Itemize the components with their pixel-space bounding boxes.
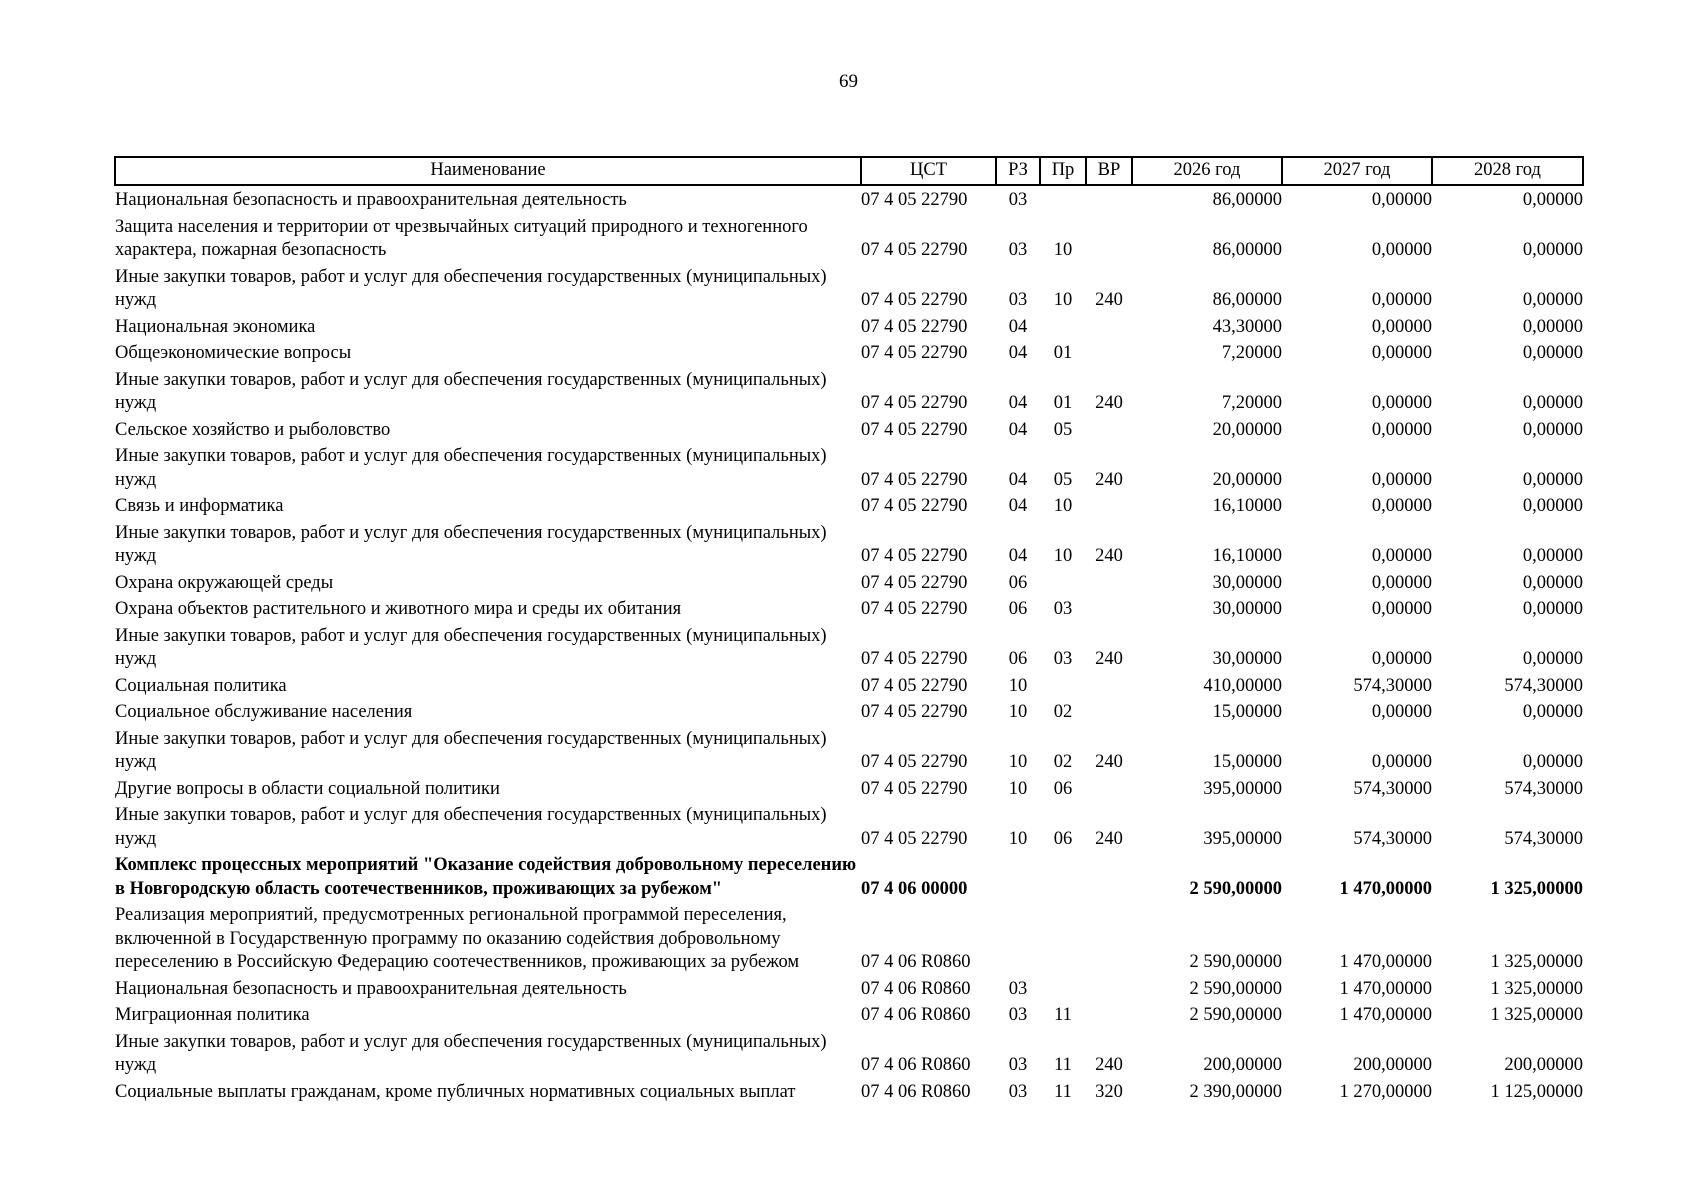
cell-2027: 1 470,00000 [1339, 878, 1432, 899]
cell-2026: 2 590,00000 [1189, 978, 1282, 999]
cell-2028: 574,30000 [1504, 675, 1583, 696]
cell-cst: 07 4 05 22790 [861, 702, 968, 722]
cell-rz: 04 [1008, 496, 1028, 516]
cell-cst: 07 4 05 22790 [861, 546, 968, 566]
cell-vr [1086, 416, 1132, 443]
cell-rz: 04 [1008, 393, 1028, 413]
table-row [115, 442, 1583, 492]
table-row [115, 263, 1583, 313]
header-2027: 2027 год [1282, 157, 1432, 185]
cell-2028: 0,00000 [1522, 469, 1583, 490]
cell-name: Общеэкономические вопросы [115, 343, 352, 363]
cell-2028: 1 325,00000 [1490, 978, 1583, 999]
cell-2028: 1 325,00000 [1490, 878, 1583, 899]
cell-2027: 0,00000 [1371, 343, 1432, 363]
cell-2028: 1 125,00000 [1490, 1081, 1583, 1102]
cell-cst: 07 4 05 22790 [861, 190, 968, 210]
cell-vr [1086, 569, 1132, 596]
cell-2028: 574,30000 [1504, 778, 1583, 799]
cell-name: Иные закупки товаров, работ и услуг для обеспечения государственных (муниципальных) нужд [115, 522, 827, 566]
table-row [115, 339, 1583, 366]
cell-rz: 03 [1008, 1055, 1028, 1075]
cell-2026: 2 390,00000 [1189, 1081, 1282, 1102]
cell-cst: 07 4 05 22790 [861, 419, 968, 440]
cell-cst: 07 4 06 R0860 [861, 1055, 971, 1075]
cell-2028: 1 325,00000 [1490, 952, 1583, 972]
cell-rz: 04 [1008, 343, 1028, 363]
cell-2026: 86,00000 [1212, 290, 1282, 310]
cell-2028: 0,00000 [1522, 419, 1583, 440]
cell-rz: 03 [1008, 1081, 1028, 1102]
cell-rz: 10 [1008, 702, 1028, 722]
cell-rz: 04 [1008, 469, 1028, 490]
cell-2027: 1 470,00000 [1339, 1005, 1432, 1025]
cell-rz: 06 [1008, 599, 1028, 619]
cell-name: Социальная политика [115, 675, 287, 696]
table-row [115, 1001, 1583, 1028]
cell-2026: 86,00000 [1212, 240, 1282, 260]
budget-table [114, 156, 1584, 1104]
cell-2028: 0,00000 [1522, 649, 1583, 669]
header-2028: 2028 год [1432, 157, 1583, 185]
cell-rz [996, 851, 1040, 901]
cell-name: Иные закупки товаров, работ и услуг для обеспечения государственных (муниципальных) нужд [115, 369, 827, 413]
cell-rz: 06 [1008, 572, 1028, 593]
cell-2028: 0,00000 [1522, 599, 1583, 619]
cell-name: Другие вопросы в области социальной политики [115, 778, 500, 799]
cell-2027: 0,00000 [1371, 572, 1432, 593]
cell-2026: 30,00000 [1212, 649, 1282, 669]
cell-2027: 0,00000 [1371, 752, 1432, 772]
cell-2026: 200,00000 [1203, 1055, 1282, 1075]
cell-2027: 1 270,00000 [1339, 1081, 1432, 1102]
cell-pr: 06 [1053, 778, 1073, 799]
table-row [115, 775, 1583, 802]
cell-2028: 0,00000 [1522, 702, 1583, 722]
cell-2026: 7,20000 [1221, 393, 1282, 413]
table-row [115, 313, 1583, 340]
cell-pr: 10 [1053, 290, 1073, 310]
cell-pr: 06 [1053, 828, 1073, 849]
cell-2027: 574,30000 [1353, 675, 1432, 696]
cell-2028: 0,00000 [1522, 572, 1583, 593]
cell-vr [1086, 595, 1132, 622]
cell-vr: 240 [1095, 546, 1123, 566]
cell-pr [1040, 313, 1086, 340]
cell-cst: 07 4 05 22790 [861, 393, 968, 413]
table-row [115, 569, 1583, 596]
cell-2027: 0,00000 [1371, 496, 1432, 516]
cell-vr [1086, 975, 1132, 1002]
table-header-row [115, 157, 1583, 185]
cell-pr: 01 [1053, 393, 1073, 413]
cell-name: Иные закупки товаров, работ и услуг для обеспечения государственных (муниципальных) нужд [115, 446, 827, 490]
cell-rz: 06 [1008, 649, 1028, 669]
cell-2026: 2 590,00000 [1189, 878, 1282, 899]
cell-name: Социальное обслуживание населения [115, 702, 413, 722]
cell-pr [1040, 672, 1086, 699]
cell-rz: 03 [1008, 978, 1028, 999]
cell-pr: 03 [1053, 649, 1073, 669]
table-row [115, 901, 1583, 975]
header-rz: РЗ [996, 157, 1040, 185]
cell-2028: 0,00000 [1522, 546, 1583, 566]
cell-name: Иные закупки товаров, работ и услуг для обеспечения государственных (муниципальных) нужд [115, 805, 827, 849]
table-row [115, 698, 1583, 725]
cell-2027: 574,30000 [1353, 828, 1432, 849]
cell-2026: 30,00000 [1212, 572, 1282, 593]
cell-pr: 01 [1053, 343, 1073, 363]
cell-vr [1086, 185, 1132, 213]
cell-name: Национальная безопасность и правоохранительная деятельность [115, 978, 627, 999]
cell-pr: 10 [1053, 240, 1073, 260]
cell-2027: 0,00000 [1371, 240, 1432, 260]
cell-2026: 2 590,00000 [1189, 952, 1282, 972]
table-row [115, 519, 1583, 569]
cell-vr: 240 [1095, 393, 1123, 413]
cell-pr: 10 [1053, 546, 1073, 566]
cell-2027: 200,00000 [1353, 1055, 1432, 1075]
cell-name: Иные закупки товаров, работ и услуг для обеспечения государственных (муниципальных) нужд [115, 728, 827, 772]
cell-2028: 0,00000 [1522, 290, 1583, 310]
cell-2028: 574,30000 [1504, 828, 1583, 849]
cell-name: Национальная безопасность и правоохранительная деятельность [115, 190, 627, 210]
cell-rz: 03 [1008, 240, 1028, 260]
cell-2028: 0,00000 [1522, 343, 1583, 363]
table-row [115, 672, 1583, 699]
cell-2026: 15,00000 [1212, 752, 1282, 772]
cell-name: Комплекс процессных мероприятий "Оказание содействия добровольному переселению в Новгородскую область соотечественников, проживающих за рубежом" [115, 855, 857, 899]
cell-vr [1086, 339, 1132, 366]
cell-2026: 395,00000 [1203, 828, 1282, 849]
table-row [115, 725, 1583, 775]
cell-2027: 0,00000 [1371, 419, 1432, 440]
cell-cst: 07 4 06 R0860 [861, 1081, 971, 1102]
cell-cst: 07 4 06 R0860 [861, 978, 971, 999]
cell-name: Охрана окружающей среды [115, 572, 334, 593]
cell-vr: 240 [1095, 469, 1123, 490]
cell-name: Иные закупки товаров, работ и услуг для обеспечения государственных (муниципальных) нужд [115, 625, 827, 669]
cell-2026: 16,10000 [1212, 496, 1282, 516]
cell-2027: 0,00000 [1371, 649, 1432, 669]
cell-pr: 05 [1053, 469, 1073, 490]
table-row [115, 595, 1583, 622]
cell-pr: 03 [1053, 599, 1073, 619]
cell-2027: 0,00000 [1371, 469, 1432, 490]
cell-pr: 10 [1053, 496, 1073, 516]
cell-2026: 395,00000 [1203, 778, 1282, 799]
cell-2027: 1 470,00000 [1339, 952, 1432, 972]
cell-vr [1086, 775, 1132, 802]
cell-2026: 20,00000 [1212, 419, 1282, 440]
cell-cst: 07 4 06 00000 [861, 878, 968, 899]
table-row [115, 1028, 1583, 1078]
table-row [115, 366, 1583, 416]
table-body [115, 185, 1583, 1104]
cell-2028: 0,00000 [1522, 240, 1583, 260]
cell-name: Защита населения и территории от чрезвычайных ситуаций природного и техногенного характера, пожарная безопасность [115, 216, 808, 260]
cell-2026: 86,00000 [1212, 190, 1282, 210]
cell-cst: 07 4 05 22790 [861, 828, 968, 849]
cell-2027: 0,00000 [1371, 546, 1432, 566]
cell-vr [1086, 698, 1132, 725]
cell-pr: 02 [1053, 702, 1073, 722]
cell-vr [1086, 313, 1132, 340]
cell-vr [1086, 1001, 1132, 1028]
cell-2028: 0,00000 [1522, 752, 1583, 772]
table-row [115, 213, 1583, 263]
cell-vr [1086, 213, 1132, 263]
cell-2028: 200,00000 [1504, 1055, 1583, 1075]
table-row [115, 1078, 1583, 1105]
cell-name: Сельское хозяйство и рыболовство [115, 419, 391, 440]
header-pr: Пр [1040, 157, 1086, 185]
cell-2028: 0,00000 [1522, 393, 1583, 413]
cell-cst: 07 4 05 22790 [861, 778, 968, 799]
cell-cst: 07 4 05 22790 [861, 496, 968, 516]
header-vr: ВР [1086, 157, 1132, 185]
cell-2026: 15,00000 [1212, 702, 1282, 722]
cell-cst: 07 4 05 22790 [861, 599, 968, 619]
cell-cst: 07 4 05 22790 [861, 469, 968, 490]
cell-cst: 07 4 06 R0860 [861, 1005, 971, 1025]
cell-2027: 0,00000 [1371, 316, 1432, 337]
table-row [115, 492, 1583, 519]
table-row [115, 416, 1583, 443]
cell-vr [1086, 672, 1132, 699]
cell-2026: 2 590,00000 [1189, 1005, 1282, 1025]
table-row [115, 975, 1583, 1002]
cell-cst: 07 4 05 22790 [861, 240, 968, 260]
cell-2027: 0,00000 [1371, 290, 1432, 310]
cell-2028: 1 325,00000 [1490, 1005, 1583, 1025]
cell-rz: 10 [1008, 675, 1028, 696]
cell-2026: 20,00000 [1212, 469, 1282, 490]
cell-2028: 0,00000 [1522, 190, 1583, 210]
header-2026: 2026 год [1132, 157, 1282, 185]
cell-vr [1086, 901, 1132, 975]
cell-2026: 7,20000 [1221, 343, 1282, 363]
cell-rz: 04 [1008, 316, 1028, 337]
cell-name: Иные закупки товаров, работ и услуг для обеспечения государственных (муниципальных) нужд [115, 1031, 827, 1075]
cell-cst: 07 4 05 22790 [861, 316, 968, 337]
cell-2026: 30,00000 [1212, 599, 1282, 619]
cell-pr [1040, 569, 1086, 596]
cell-name: Иные закупки товаров, работ и услуг для обеспечения государственных (муниципальных) нужд [115, 266, 827, 310]
cell-cst: 07 4 05 22790 [861, 675, 968, 696]
cell-2027: 0,00000 [1371, 190, 1432, 210]
cell-vr: 240 [1095, 649, 1123, 669]
cell-cst: 07 4 05 22790 [861, 649, 968, 669]
header-name: Наименование [115, 157, 861, 185]
cell-pr [1040, 851, 1086, 901]
cell-2027: 574,30000 [1353, 778, 1432, 799]
cell-rz [996, 901, 1040, 975]
cell-rz: 03 [1008, 290, 1028, 310]
cell-2028: 0,00000 [1522, 496, 1583, 516]
cell-vr [1086, 851, 1132, 901]
table-row [115, 851, 1583, 901]
cell-vr: 240 [1095, 1055, 1123, 1075]
cell-rz: 04 [1008, 546, 1028, 566]
header-cst: ЦСТ [861, 157, 996, 185]
cell-name: Связь и информатика [115, 496, 284, 516]
cell-name: Миграционная политика [115, 1005, 310, 1025]
cell-vr: 240 [1095, 290, 1123, 310]
cell-2027: 0,00000 [1371, 702, 1432, 722]
table-row [115, 801, 1583, 851]
cell-pr: 11 [1054, 1081, 1072, 1102]
cell-cst: 07 4 05 22790 [861, 752, 968, 772]
cell-rz: 03 [1008, 1005, 1028, 1025]
cell-cst: 07 4 05 22790 [861, 572, 968, 593]
cell-name: Национальная экономика [115, 316, 316, 337]
cell-rz: 03 [1008, 190, 1028, 210]
cell-pr [1040, 975, 1086, 1002]
cell-pr: 05 [1053, 419, 1073, 440]
cell-2027: 0,00000 [1371, 599, 1432, 619]
cell-rz: 10 [1008, 828, 1028, 849]
cell-vr: 240 [1095, 752, 1123, 772]
cell-cst: 07 4 05 22790 [861, 290, 968, 310]
cell-pr [1040, 901, 1086, 975]
cell-2026: 43,30000 [1212, 316, 1282, 337]
cell-2028: 0,00000 [1522, 316, 1583, 337]
table-row [115, 622, 1583, 672]
cell-2027: 1 470,00000 [1339, 978, 1432, 999]
cell-vr: 320 [1095, 1081, 1123, 1102]
cell-name: Социальные выплаты гражданам, кроме публичных нормативных социальных выплат [115, 1081, 796, 1102]
cell-2026: 16,10000 [1212, 546, 1282, 566]
cell-pr: 02 [1053, 752, 1073, 772]
cell-pr [1040, 185, 1086, 213]
cell-2026: 410,00000 [1203, 675, 1282, 696]
cell-rz: 10 [1008, 752, 1028, 772]
table-row [115, 185, 1583, 213]
cell-vr [1086, 492, 1132, 519]
cell-vr: 240 [1095, 828, 1123, 849]
cell-rz: 04 [1008, 419, 1028, 440]
page-number: 69 [839, 71, 858, 92]
cell-name: Реализация мероприятий, предусмотренных региональной программой переселения, включенной в Государственную программу по оказанию содействия добровольному переселению в Российскую Федерацию соотечественников, проживающих за рубежом [115, 905, 800, 972]
cell-cst: 07 4 06 R0860 [861, 952, 971, 972]
cell-pr: 11 [1054, 1005, 1072, 1025]
cell-pr: 11 [1054, 1055, 1072, 1075]
cell-2027: 0,00000 [1371, 393, 1432, 413]
cell-cst: 07 4 05 22790 [861, 343, 968, 363]
cell-name: Охрана объектов растительного и животного мира и среды их обитания [115, 599, 682, 619]
cell-rz: 10 [1008, 778, 1028, 799]
